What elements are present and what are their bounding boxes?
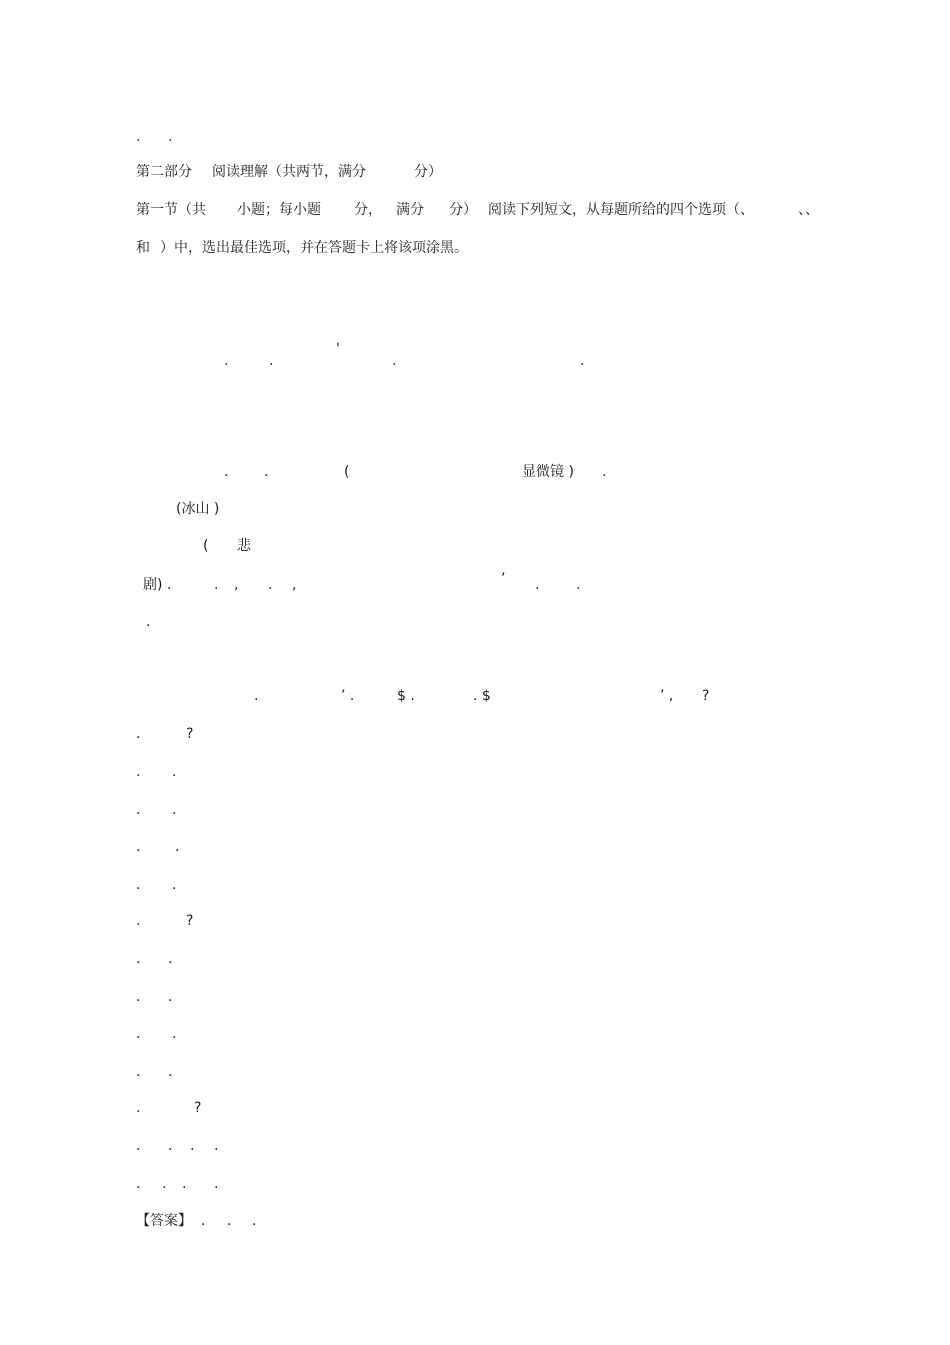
- passage-line-1: [0, 341, 950, 371]
- text-segment: 小题；每小题: [237, 202, 321, 218]
- q1: [0, 724, 950, 744]
- q2-option-a: [0, 949, 950, 969]
- text-segment: 阅读理解（共两节，满分: [212, 164, 366, 180]
- text-segment: 分，: [354, 202, 382, 218]
- text-segment: .: [136, 802, 141, 818]
- q2-option-b: [0, 987, 950, 1007]
- part-two-heading: [0, 162, 950, 182]
- answer-label: 【答案】: [136, 1213, 192, 1229]
- text-segment: .: [224, 464, 229, 480]
- text-segment: .: [136, 764, 141, 780]
- q2-option-c: [0, 1024, 950, 1044]
- text-segment: ': [336, 341, 340, 357]
- text-segment: .: [227, 1213, 232, 1229]
- passage-line-6: [0, 612, 950, 632]
- text-segment: .: [136, 726, 141, 742]
- text-segment: (: [203, 538, 209, 554]
- text-segment: .: [254, 688, 259, 704]
- text-segment: .: [136, 877, 141, 893]
- text-segment: .: [136, 1138, 141, 1154]
- text-segment: .: [392, 353, 397, 369]
- q3-option-b: [0, 1174, 950, 1194]
- q1-option-c: [0, 837, 950, 857]
- text-segment: ?: [702, 688, 710, 704]
- q1-option-b: [0, 800, 950, 820]
- text-segment: .: [168, 129, 173, 145]
- text-segment: 第二部分: [136, 164, 192, 180]
- text-segment: ’: [501, 571, 506, 587]
- text-segment: 满分: [396, 202, 424, 218]
- q1-option-d: [0, 875, 950, 895]
- text-segment: ,: [234, 577, 239, 593]
- q1-option-a: [0, 762, 950, 782]
- text-segment: ?: [186, 913, 194, 929]
- text-segment: .: [172, 802, 177, 818]
- text-segment: .: [136, 1176, 141, 1192]
- text-segment: . $: [473, 688, 491, 704]
- text-segment: .: [201, 1213, 206, 1229]
- text-segment: 显微镜 ): [522, 464, 574, 480]
- text-segment: ?: [194, 1100, 202, 1116]
- text-segment: .: [136, 913, 141, 929]
- text-segment: .: [190, 1138, 195, 1154]
- text-segment: $ .: [397, 688, 415, 704]
- text-segment: 分）: [449, 202, 477, 218]
- text-segment: ）中，选出最佳选项，并在答题卡上将该项涂黑。: [160, 240, 468, 256]
- text-segment: .: [146, 614, 151, 630]
- text-segment: ’ ,: [660, 688, 674, 704]
- text-segment: 和: [136, 240, 150, 256]
- text-segment: (: [344, 464, 350, 480]
- text-segment: .: [168, 951, 173, 967]
- top-dots: [0, 127, 950, 147]
- text-segment: 第一节（共: [136, 202, 206, 218]
- text-segment: (冰山 ): [176, 501, 220, 517]
- passage-line-2: [0, 462, 950, 482]
- text-segment: .: [136, 989, 141, 1005]
- q3-option-a: [0, 1136, 950, 1156]
- text-segment: .: [136, 839, 141, 855]
- passage-line-5: [0, 571, 950, 595]
- q2: [0, 911, 950, 931]
- text-segment: ?: [186, 726, 194, 742]
- text-segment: .: [602, 464, 607, 480]
- text-segment: ’ .: [341, 688, 355, 704]
- q3: [0, 1098, 950, 1118]
- text-segment: .: [172, 764, 177, 780]
- q2-option-d: [0, 1062, 950, 1082]
- text-segment: .: [252, 1213, 257, 1229]
- text-segment: ,: [292, 577, 297, 593]
- text-segment: 分）: [414, 164, 442, 180]
- text-segment: .: [269, 353, 274, 369]
- text-segment: .: [172, 1026, 177, 1042]
- text-segment: .: [136, 951, 141, 967]
- text-segment: .: [182, 1176, 187, 1192]
- text-segment: .: [168, 1064, 173, 1080]
- text-segment: .: [535, 577, 540, 593]
- question-stem-1: [0, 686, 950, 706]
- text-segment: 阅读下列短文，从每题所给的四个选项（、: [488, 202, 754, 218]
- text-segment: .: [576, 577, 581, 593]
- text-segment: .: [136, 129, 141, 145]
- passage-line-4: [0, 536, 950, 556]
- text-segment: .: [214, 1138, 219, 1154]
- passage-line-3: [0, 499, 950, 519]
- text-segment: .: [214, 577, 219, 593]
- text-segment: 悲: [237, 538, 251, 554]
- text-segment: .: [214, 1176, 219, 1192]
- text-segment: .: [136, 1026, 141, 1042]
- text-segment: .: [162, 1176, 167, 1192]
- text-segment: .: [224, 353, 229, 369]
- answer-line: [0, 1211, 950, 1231]
- text-segment: .: [580, 353, 585, 369]
- text-segment: .: [175, 839, 180, 855]
- text-segment: .: [136, 1064, 141, 1080]
- text-segment: .: [168, 1138, 173, 1154]
- section-one-instruction-2: [0, 238, 950, 258]
- text-segment: .: [264, 464, 269, 480]
- text-segment: .: [268, 577, 273, 593]
- section-one-instruction-1: [0, 200, 950, 220]
- text-segment: .: [172, 877, 177, 893]
- text-segment: 、、: [798, 202, 819, 218]
- text-segment: .: [168, 989, 173, 1005]
- text-segment: 剧) .: [143, 577, 172, 593]
- text-segment: .: [136, 1100, 141, 1116]
